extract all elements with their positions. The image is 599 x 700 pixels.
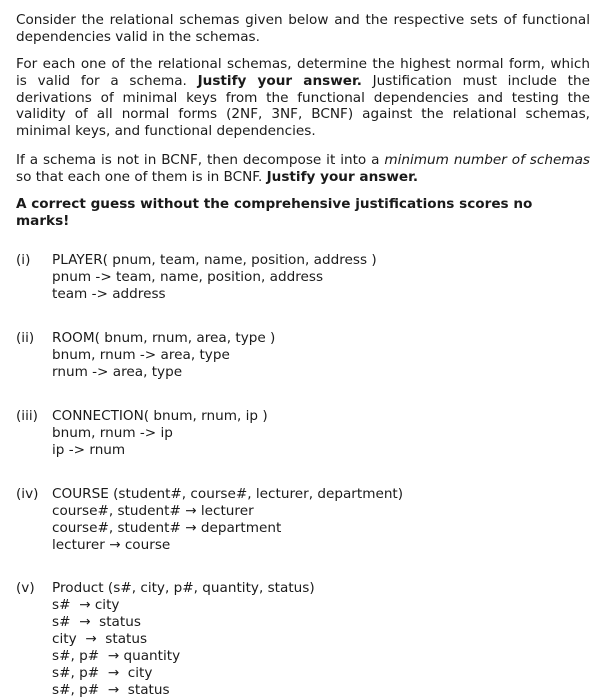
min-schemas-emphasis: minimum number of schemas — [384, 152, 590, 168]
schema-label: (v) — [16, 580, 35, 596]
schema-relation: COURSE (student#, course#, lecturer, department) — [52, 486, 404, 502]
intro-paragraph-1 — [16, 12, 590, 46]
schema-relation: CONNECTION( bnum, rnum, ip ) — [52, 408, 268, 424]
functional-dependency: rnum -> area, type — [52, 364, 183, 380]
functional-dependency: s#, p# → quantity — [52, 648, 181, 664]
intro-p1-text: Consider the relational schemas given below and the respective sets of functional dependencies valid in the schemas. — [16, 12, 590, 45]
schema-label: (ii) — [16, 330, 35, 346]
functional-dependency: lecturer → course — [52, 537, 171, 553]
intro-paragraph-3 — [16, 152, 590, 186]
warning-paragraph — [16, 196, 590, 230]
justify-emphasis-2: Justify your answer. — [266, 168, 419, 185]
intro-paragraph-2 — [16, 56, 590, 140]
schema-label: (iii) — [16, 408, 38, 424]
functional-dependency: course#, student# → lecturer — [52, 503, 254, 519]
intro-p2-text: For each one of the relational schemas, determine the highest normal form, which is valid for a schema. — [16, 56, 590, 89]
functional-dependency: s# → status — [52, 614, 141, 630]
functional-dependency: bnum, rnum -> area, type — [52, 347, 230, 363]
functional-dependency: team -> address — [52, 286, 166, 302]
schema-label: (iv) — [16, 486, 39, 502]
intro-p3-text: If a schema is not in BCNF, then decompose it into a — [16, 152, 385, 168]
functional-dependency: s#, p# → city — [52, 665, 153, 681]
functional-dependency: course#, student# → department — [52, 520, 282, 536]
intro-p2-rest: Justification must include the derivations of minimal keys from the functional dependencies and testing the validity of all normal forms (2NF, 3NF, BCNF) against the relational schemas, minimal keys, and functional dependencies. — [16, 72, 590, 140]
schema-relation: PLAYER( pnum, team, name, position, address ) — [52, 252, 377, 268]
warning-text: A correct guess without the comprehensive justifications scores no marks! — [16, 196, 533, 229]
functional-dependency: ip -> rnum — [52, 442, 126, 458]
functional-dependency: pnum -> team, name, position, address — [52, 269, 324, 285]
functional-dependency: bnum, rnum -> ip — [52, 425, 173, 441]
functional-dependency: city → status — [52, 631, 148, 647]
schema-relation: Product (s#, city, p#, quantity, status) — [52, 580, 315, 596]
justify-emphasis: Justify your answer. — [197, 72, 362, 89]
schema-label: (i) — [16, 252, 31, 268]
intro-p3-mid: so that each one of them is in BCNF. — [16, 168, 267, 185]
schema-relation: ROOM( bnum, rnum, area, type ) — [52, 330, 276, 346]
functional-dependency: s# → city — [52, 597, 120, 613]
functional-dependency: s#, p# → status — [52, 682, 170, 698]
